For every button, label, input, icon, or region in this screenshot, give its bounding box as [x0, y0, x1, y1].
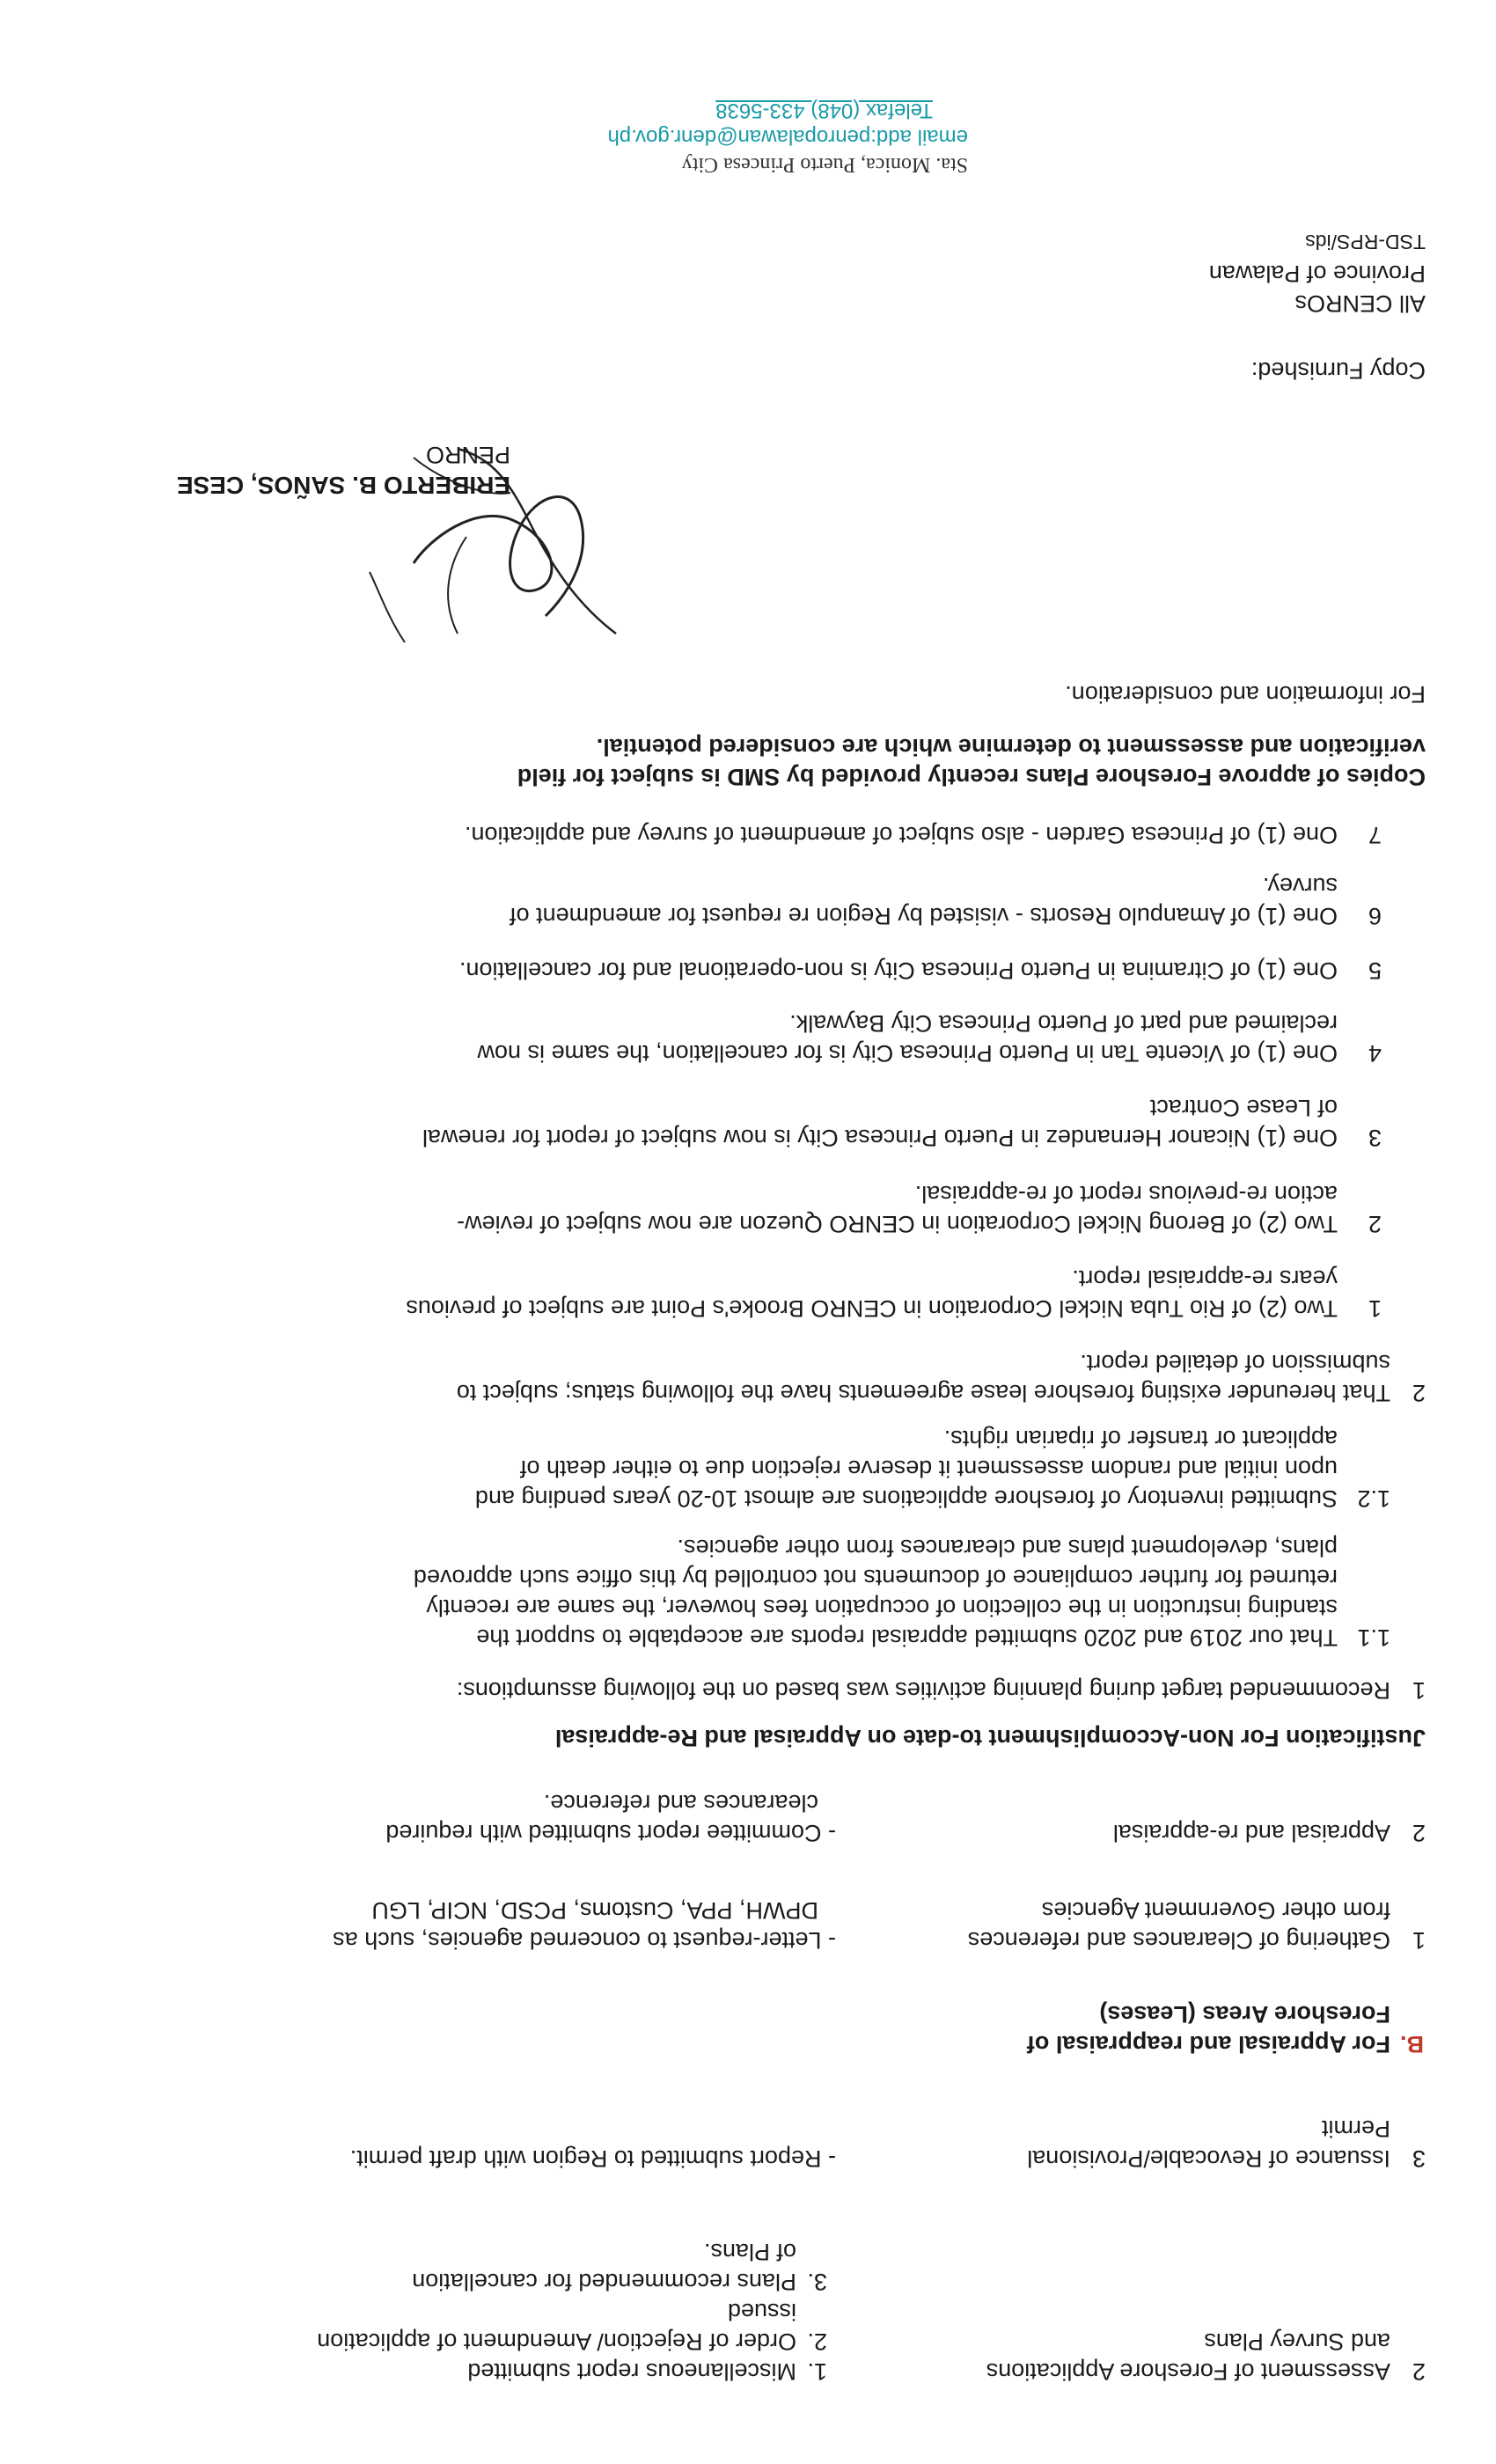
activity-text: Appraisal and re-appraisal: [1112, 1820, 1390, 1846]
activity-text: Assessment of Foreshore Applications: [986, 2358, 1390, 2385]
list-item-text: reclaimed and part of Puerto Princesa City Baywalk.: [789, 1010, 1338, 1037]
item-number: 1: [1412, 1927, 1426, 1954]
output-text: DPWH, PPA, Customs, PCSD, NCIP, LGU: [371, 1897, 818, 1924]
output-text: - Report submitted to Region with draft permit.: [349, 2145, 836, 2172]
footer-email: email add:penropalawan@denr.gov.ph: [607, 125, 968, 149]
sub-item-number: 1.2: [1357, 1485, 1390, 1512]
output-text: issued: [727, 2299, 796, 2325]
item-number: 1: [1412, 1677, 1426, 1704]
paragraph-text: upon initial and random assessment it deserve rejection due to either death of: [519, 1456, 1338, 1482]
list-item-number: 1: [1368, 1295, 1382, 1322]
activity-text: and Survey Plans: [1204, 2328, 1390, 2355]
output-number: 3.: [807, 2269, 827, 2295]
list-item-text: One (1) of Citramina in Puerto Princesa City is non-operational and for cancellation.: [459, 957, 1338, 984]
output-text: - Committee report submitted with required: [385, 1820, 836, 1846]
paragraph-text: Recommended target during planning activities was based on the following assumptions:: [456, 1677, 1390, 1704]
list-item-text: Two (2) of Berong Nickel Corporation in CENRO Quezon are now subject of review-: [457, 1211, 1338, 1237]
output-number: 1.: [807, 2358, 827, 2385]
section-title: For Appraisal and reappraisal of: [1026, 2031, 1390, 2057]
item-number: 3: [1412, 2145, 1426, 2172]
output-text: of Plans.: [703, 2239, 796, 2265]
output-text: Plans recommended for cancellation: [412, 2269, 796, 2295]
activity-text: from other Government Agencies: [1041, 1897, 1390, 1924]
list-item-number: 5: [1368, 957, 1382, 984]
justification-heading: Justification For Non-Accomplishment to-date on Appraisal and Re-appraisal: [554, 1725, 1426, 1751]
item-number: 2: [1412, 2358, 1426, 2385]
list-item-number: 6: [1368, 903, 1382, 929]
list-item-text: One (1) of Amanpulo Resorts - visisted by Region re request for amendment of: [510, 903, 1338, 929]
list-item-number: 3: [1368, 1125, 1382, 1151]
reference-initials: TSD-RPS/ids: [1305, 231, 1426, 253]
output-text: clearances and reference.: [543, 1790, 818, 1816]
item-number: 2: [1412, 1380, 1426, 1406]
footer-address: Sta. Monica, Puerto Princesa City: [681, 153, 968, 176]
output-text: - Letter-request to concerned agencies, such as: [333, 1927, 836, 1954]
list-item-number: 2: [1368, 1211, 1382, 1237]
list-item-text: survey.: [1262, 873, 1338, 899]
list-item-text: years re-appraisal report.: [1072, 1265, 1338, 1292]
signatory-title: PENRO: [425, 442, 510, 468]
section-title: Foreshore Areas (Leases): [1099, 2001, 1390, 2028]
copy-furnished-label: Copy Furnished:: [1250, 357, 1426, 384]
list-item-text: Two (2) of Rio Tuba Nickel Corporation in CENRO Brooke's Point are subject of previous: [406, 1295, 1338, 1322]
output-text: Miscellaneous report submitted: [467, 2358, 796, 2385]
paragraph-text: submission of detailed report.: [1080, 1350, 1390, 1376]
paragraph-text: That hereunder existing foreshore lease agreements have the following status; subject to: [456, 1380, 1390, 1406]
section-letter: B.: [1400, 2031, 1424, 2057]
output-number: 2.: [807, 2328, 827, 2355]
footer-telefax: Telefax (048) 433-5638: [715, 99, 933, 122]
note-text: Copies of approve Foreshore Plans recently provided by SMD is subject for field: [517, 764, 1426, 790]
paragraph-text: returned for further compliance of documents not controlled by this office such approved: [413, 1565, 1338, 1591]
paragraph-text: Submitted inventory of foreshore applications are almost 10-20 years pending and: [474, 1485, 1338, 1512]
list-item-text: of Lease Contract: [1149, 1095, 1338, 1121]
closing-text: For information and consideration.: [1065, 681, 1426, 708]
paragraph-text: applicant or transfer of riparian rights.: [943, 1426, 1338, 1452]
list-item-number: 4: [1368, 1040, 1382, 1067]
output-text: Order of Rejection/ Amendment of application: [317, 2328, 796, 2355]
paragraph-text: standing instruction in the collection of occupation fees however, the same are recently: [426, 1595, 1338, 1621]
activity-text: Issuance of Revocable/Provisional: [1027, 2145, 1390, 2172]
list-item-text: action re-previous report of re-appraisal.: [914, 1181, 1338, 1207]
note-text: verification and assessment to determine which are considered potential.: [596, 734, 1426, 760]
list-item-text: One (1) of Princesa Garden - also subject of amendment of survey and application.: [464, 822, 1338, 848]
sub-item-number: 1.1: [1357, 1624, 1390, 1651]
activity-text: Permit: [1321, 2116, 1390, 2142]
list-item-text: One (1) Nicanor Hernandez in Puerto Princesa City is now subject of report for renewal: [422, 1125, 1338, 1151]
list-item-text: One (1) of Vicente Tan in Puerto Princesa City is for cancellation, the same is now: [477, 1040, 1338, 1067]
item-number: 2: [1412, 1820, 1426, 1846]
copy-recipient: Province of Palawan: [1208, 260, 1426, 287]
activity-text: Gathering of Clearances and references: [967, 1927, 1390, 1954]
paragraph-text: plans, development plans and clearances from other agencies.: [677, 1535, 1338, 1561]
signatory-name: ERIBERTO B. SAÑOS, CESE: [176, 472, 510, 499]
list-item-number: 7: [1368, 822, 1382, 848]
copy-recipient: All CENROs: [1294, 290, 1426, 317]
paragraph-text: That our 2019 and 2020 submitted appraisal reports are acceptable to support the: [476, 1624, 1338, 1651]
